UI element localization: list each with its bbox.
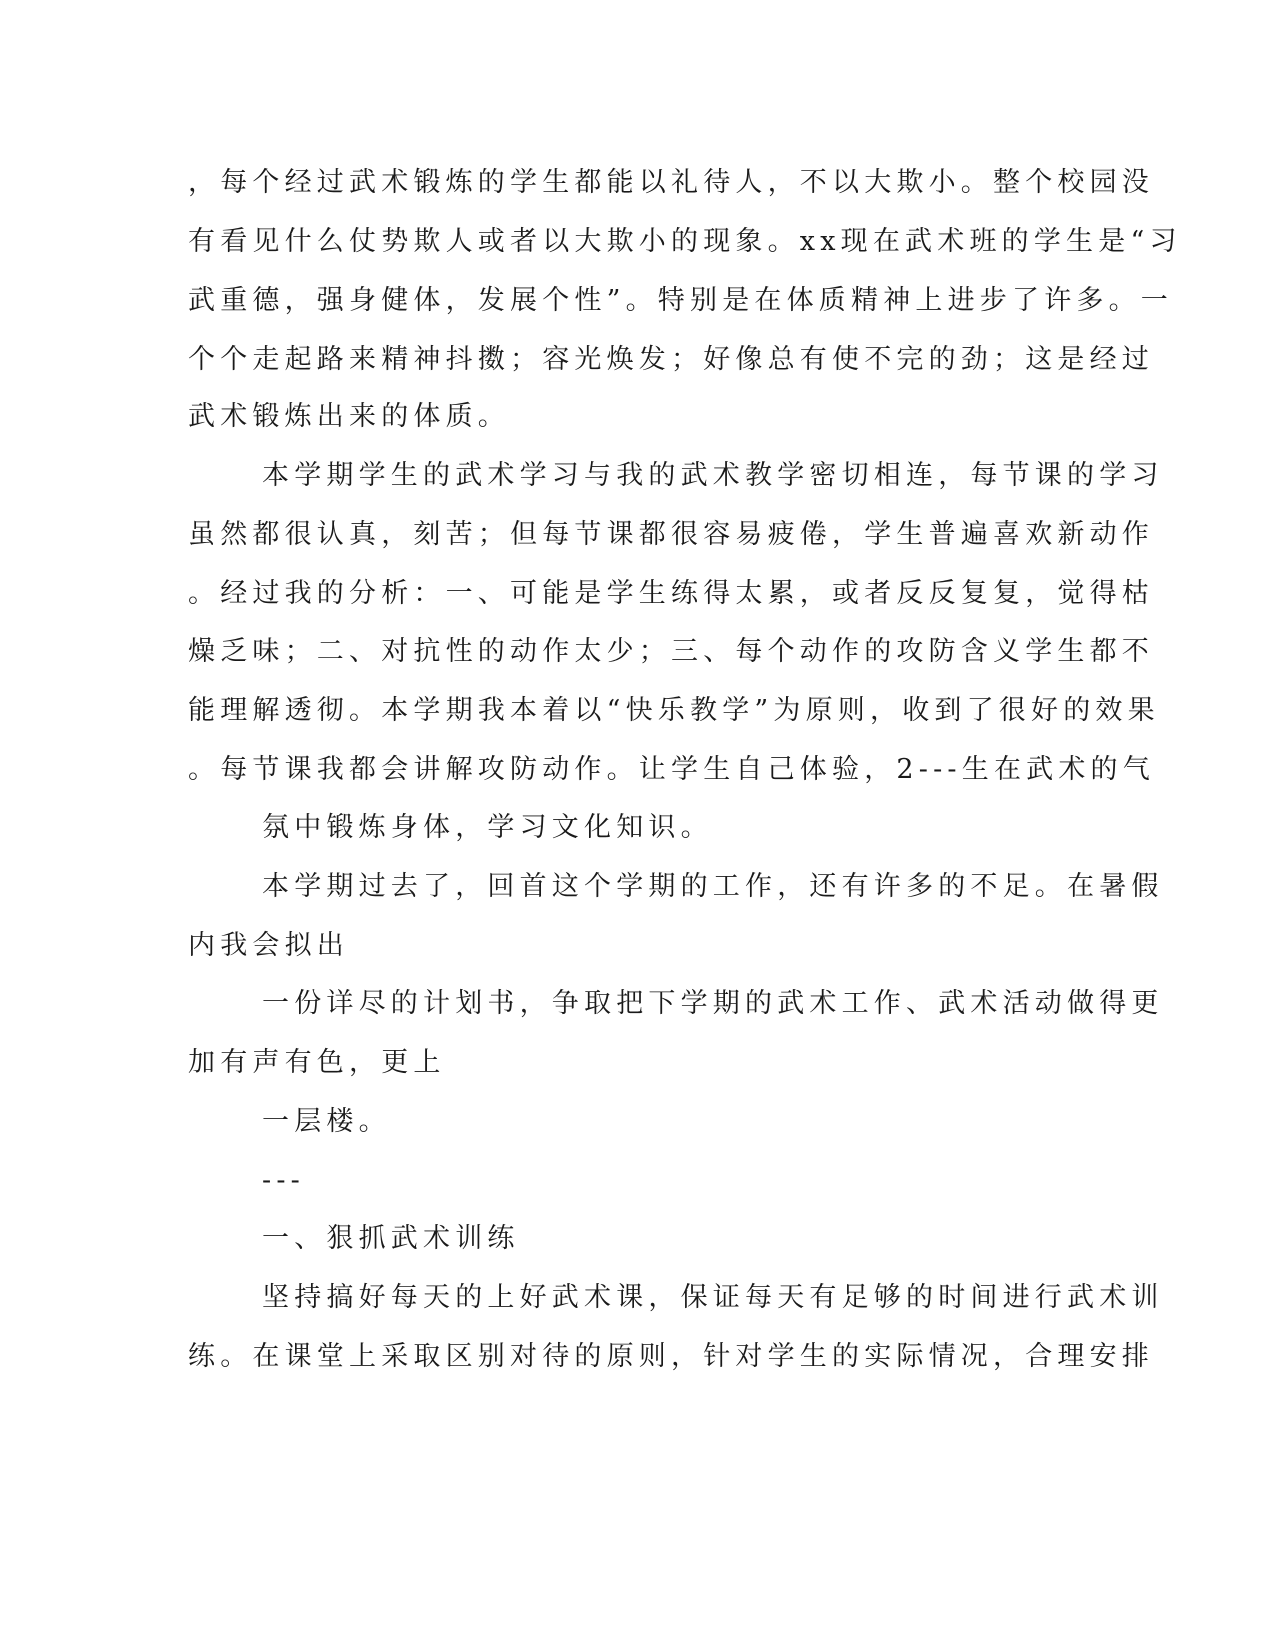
paragraph-start-line: 坚持搞好每天的上好武术课，保证每天有足够的时间进行武术训 [262, 1282, 1164, 1313]
text-line-7: 虽然都很认真，刻苦；但每节课都很容易疲倦，学生普遍喜欢新动作 [188, 519, 1154, 550]
text-line-14: 内我会拟出 [188, 930, 349, 961]
text-line-21: 练。在课堂上采取区别对待的原则，针对学生的实际情况，合理安排 [188, 1341, 1154, 1372]
text-line-15: 一份详尽的计划书，争取把下学期的武术工作、武术活动做得更 [262, 988, 1164, 1019]
text-line-11: 。每节课我都会讲解攻防动作。让学生自己体验，2---生在武术的气 [188, 754, 1155, 785]
text-line-5: 武术锻炼出来的体质。 [188, 401, 510, 432]
text-line-16: 加有声有色，更上 [188, 1047, 446, 1078]
text-line-10: 能理解透彻。本学期我本着以“快乐教学”为原则，收到了很好的效果 [188, 695, 1160, 726]
separator-text: --- [262, 1165, 305, 1196]
text-line-9: 燥乏味；二、对抗性的动作太少；三、每个动作的攻防含义学生都不 [188, 636, 1154, 667]
text-line-3: 武重德，强身健体，发展个性”。特别是在体质精神上进步了许多。一 [188, 285, 1174, 316]
text-line-8: 。经过我的分析：一、可能是学生练得太累，或者反反复复，觉得枯 [188, 578, 1154, 609]
paragraph-start-line: 本学期学生的武术学习与我的武术教学密切相连，每节课的学习 [262, 460, 1164, 491]
text-line-2: 有看见什么仗势欺人或者以大欺小的现象。xx现在武术班的学生是“习 [188, 226, 1182, 257]
text-line-1: ，每个经过武术锻炼的学生都能以礼待人，不以大欺小。整个校园没 [188, 167, 1154, 198]
text-line-4: 个个走起路来精神抖擞；容光焕发；好像总有使不完的劲；这是经过 [188, 344, 1154, 375]
text-line-12: 氛中锻炼身体，学习文化知识。 [262, 812, 713, 843]
text-line-17: 一层楼。 [262, 1106, 391, 1137]
section-heading: 一、狠抓武术训练 [262, 1223, 520, 1254]
paragraph-start-line: 本学期过去了，回首这个学期的工作，还有许多的不足。在暑假 [262, 871, 1164, 902]
